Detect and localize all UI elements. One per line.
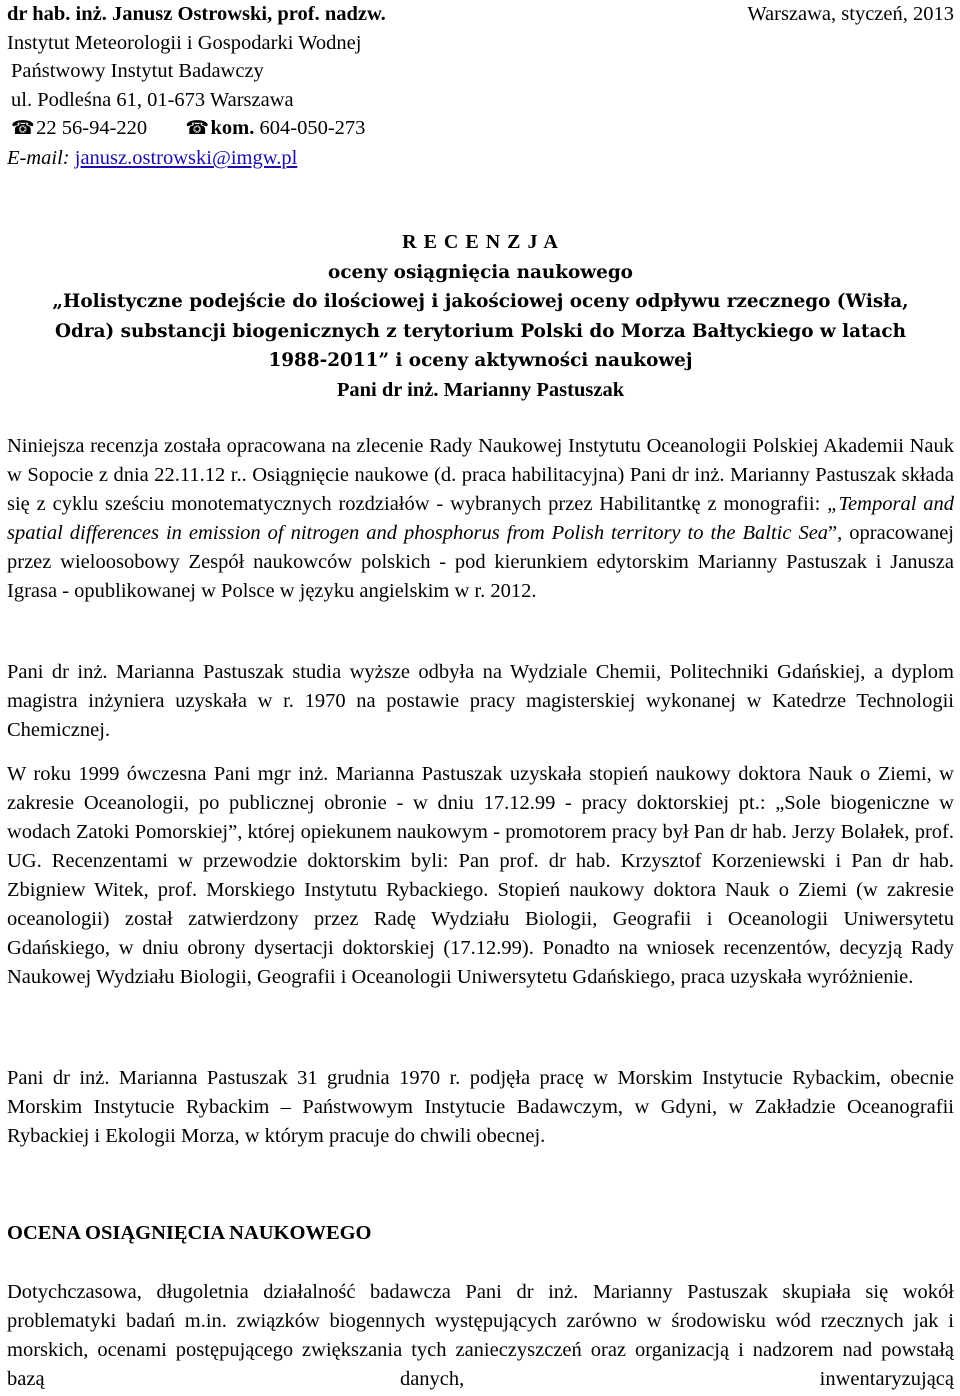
mobile-number: 604-050-273	[259, 117, 366, 140]
place-date: Warszawa, styczeń, 2013	[747, 3, 954, 25]
institute-subtitle: Państwowy Instytut Badawczy	[11, 60, 264, 83]
review-title: R E C E N Z J A	[402, 231, 559, 253]
title-line-1: oceny osiągnięcia naukowego	[328, 261, 633, 283]
title-line-4: 1988-2011” i oceny aktywności naukowej	[268, 350, 693, 372]
review-title-block	[7, 228, 954, 406]
mobile-label: kom.	[210, 117, 255, 140]
paragraph-5-text: Dotychczasowa, długoletnia działalność badawcza Pani dr inż. Marianny Pastuszak skupiała się wokół problematyki badań m.in. związków biogennych występujących zarówno w środowisku wód rzecznych jak i morskich, ocenami postępującego zwiększania tych zanieczyszczeń oraz organizacją i nadzorem nad powstałą bazą danych, inwentaryzującą	[7, 1281, 954, 1390]
title-line-5: Pani dr inż. Marianny Pastuszak	[336, 378, 625, 401]
letter-header	[7, 0, 954, 178]
phone-line	[7, 114, 386, 144]
email-line	[7, 144, 386, 173]
paragraph-1-italic-title: „Temporal and spatial differences in emission of nitrogen and phosphorus from Polish territory to the Baltic Sea	[7, 493, 955, 544]
telephone-icon: ☎	[11, 118, 35, 140]
address: ul. Podleśna 61, 01-673 Warszawa	[11, 88, 294, 111]
email-label: E-mail:	[7, 146, 70, 169]
paragraph-1-text-a: Niniejsza recenzja została opracowana na zlecenie Rady Naukowej Instytutu Oceanologii Polskiej Akademii Nauk w Sopocie z dnia 22.11.12 r.. Osiągnięcie naukowe (d. praca habilitacyjna) Pani dr inż. Marianny Pastuszak składa się z cyklu sześciu monotematycznych rozdziałów - wybranych przez Habilitantkę z monografii:	[7, 435, 954, 515]
title-line-2: „Holistyczne podejście do ilościowej i jakościowej oceny odpływu rzecznego (Wisła,	[52, 291, 909, 313]
author-name: dr hab. inż. Janusz Ostrowski, prof. nadzw.	[7, 3, 386, 25]
sender-block	[7, 0, 386, 173]
paragraph-2-text: Pani dr inż. Marianna Pastuszak studia wyższe odbyła na Wydziale Chemii, Politechniki Gdańskiej, a dyplom magistra inżyniera uzyskała w r. 1970 na postawie pracy magisterskiej wykonanej w Katedrze Technologii Chemicznej.	[7, 661, 954, 741]
paragraph-2	[7, 658, 954, 745]
paragraph-4-text: Pani dr inż. Marianna Pastuszak 31 grudnia 1970 r. podjęła pracę w Morskim Instytucie Rybackim, obecnie Morskim Instytucie Rybackim – Państwowym Instytucie Badawczym, w Gdyni, w Zakładzie Oceanografii Rybackiej i Ekologii Morza, w którym pracuje do chwili obecnej.	[7, 1067, 954, 1147]
paragraph-4	[7, 1064, 954, 1151]
document-page	[7, 0, 955, 1390]
email-link[interactable]: janusz.ostrowski@imgw.pl	[74, 146, 298, 169]
phone-number: 22 56-94-220	[36, 117, 148, 140]
section-heading: OCENA OSIĄGNIĘCIA NAUKOWEGO	[7, 1222, 372, 1244]
mobile-telephone-icon: ☎	[185, 118, 210, 140]
paragraph-1	[7, 432, 954, 606]
title-line-3: Odra) substancji biogenicznych z terytorium Polski do Morza Bałtyckiego w latach	[55, 320, 906, 342]
paragraph-5	[7, 1278, 954, 1394]
paragraph-3-text: W roku 1999 ówczesna Pani mgr inż. Marianna Pastuszak uzyskała stopień naukowy doktora Nauk o Ziemi, w zakresie Oceanologii, po publicznej obronie - w dniu 17.12.99 - pracy doktorskiej pt.: „Sole biogeniczne w wodach Zatoki Pomorskiej”, której opiekunem naukowym - promotorem pracy był Pan dr hab. Jerzy Bolałek, prof. UG. Recenzentami w przewodzie doktorskim byli: Pan prof. dr hab. Krzysztof Korzeniewski i Pan dr hab. Zbigniew Witek, prof. Morskiego Instytutu Rybackiego. Stopień naukowy doktora Nauk o Ziemi (w zakresie oceanologii) został zatwierdzony przez Radę Wydziału Biologii, Geografii i Oceanologii Uniwersytetu Gdańskiego, w dniu obrony dysertacji doktorskiej (17.12.99). Ponadto na wniosek recenzentów, decyzją Rady Naukowej Wydziału Biologii, Geografii i Oceanologii Uniwersytetu Gdańskiego, praca uzyskała wyróżnienie.	[7, 763, 954, 988]
institute-name: Instytut Meteorologii i Gospodarki Wodnej	[7, 31, 362, 54]
paragraph-1-text-b: ”, opracowanej przez wieloosobowy Zespół naukowców polskich - pod kierunkiem edytorskim Marianny Pastuszak i Janusza Igrasa - opublikowanej w Polsce w języku angielskim w r. 2012.	[7, 522, 954, 602]
paragraph-3	[7, 760, 954, 992]
